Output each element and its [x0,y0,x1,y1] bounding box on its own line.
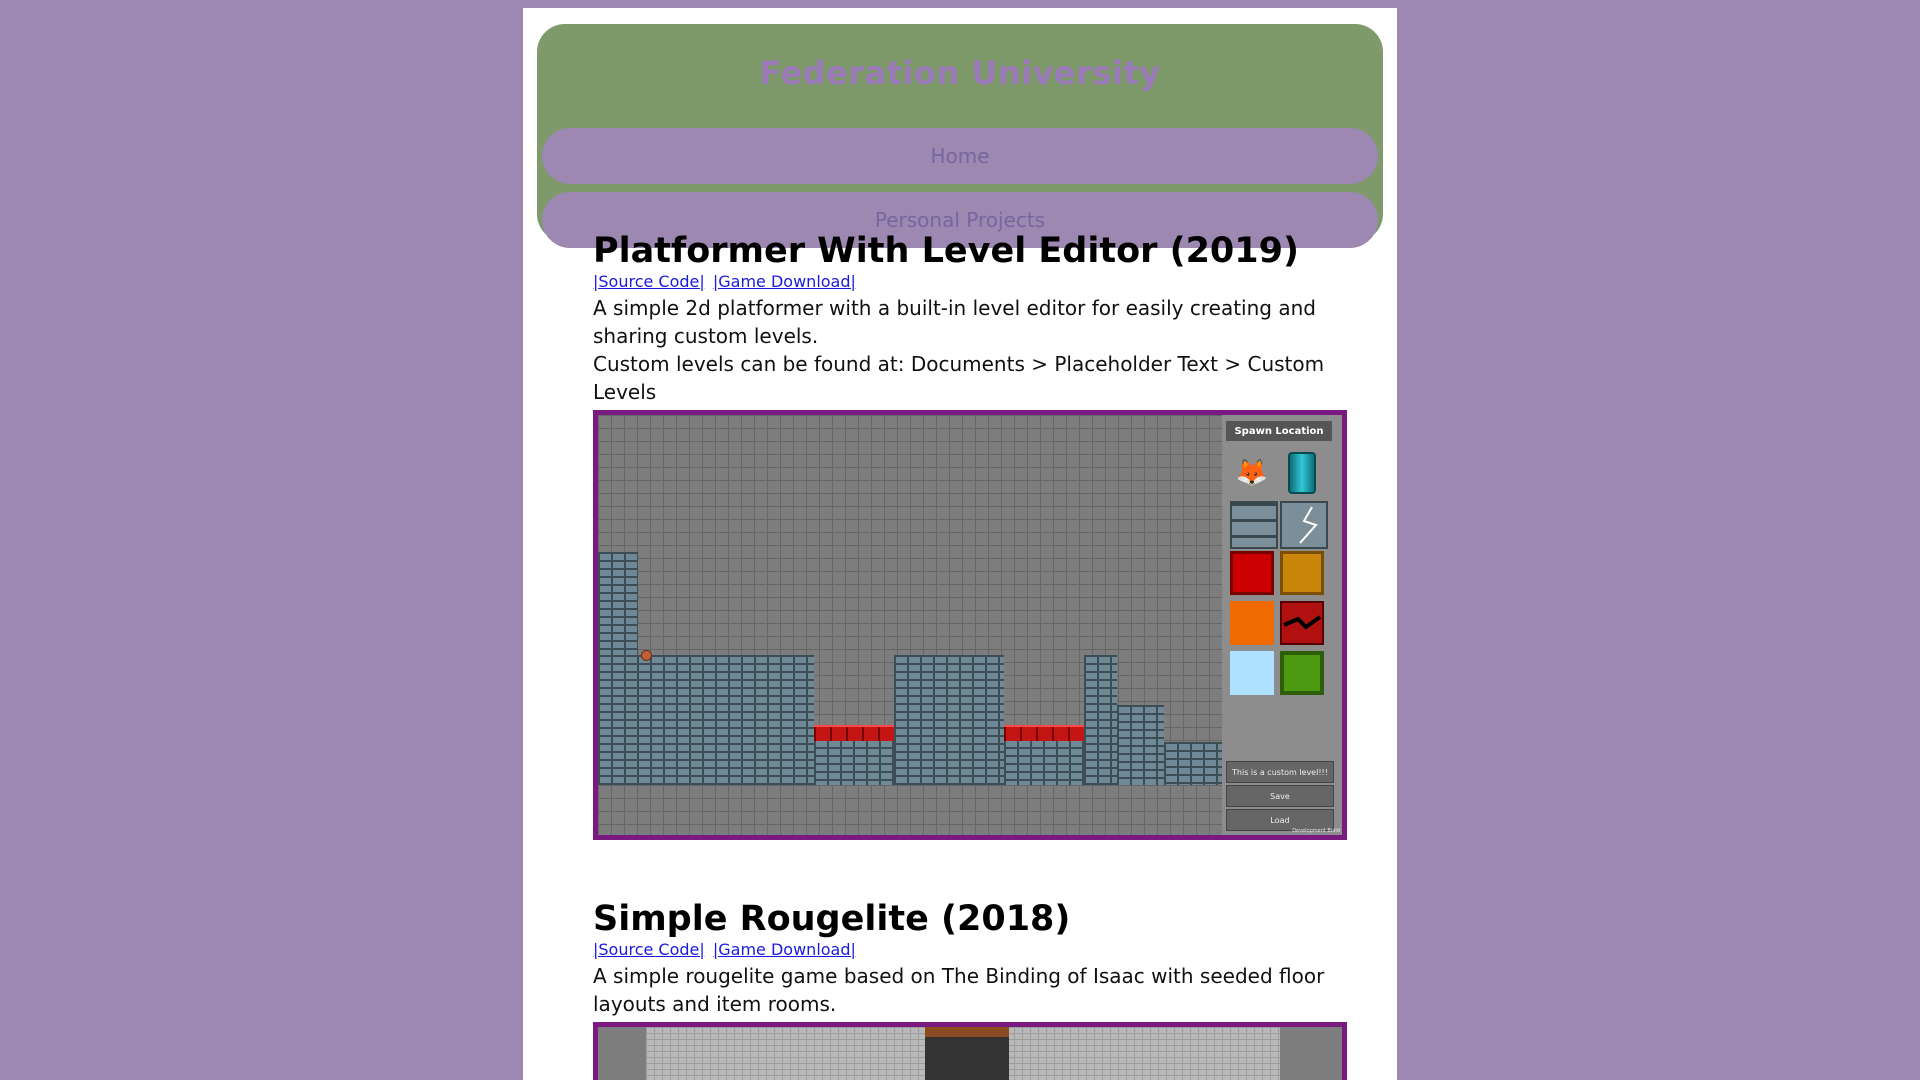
red-block-tile[interactable] [1230,551,1274,595]
orange-block-tile[interactable] [1230,601,1274,645]
project-links [593,272,1353,292]
fox-character-icon[interactable]: 🦊 [1235,458,1269,488]
brick-wall [598,552,638,655]
ice-block-tile[interactable] [1230,651,1274,695]
stone-brick-tile[interactable] [1230,501,1278,549]
site-header [537,24,1383,242]
room-door [925,1027,1009,1080]
rougelite-screenshot [593,1022,1347,1080]
site-title: Federation University [759,54,1161,92]
game-download-link[interactable]: |Game Download| [712,272,856,291]
project-rougelite [593,898,1353,1080]
level-editor-screenshot [593,410,1347,840]
source-code-link[interactable]: |Source Code| [593,940,705,959]
tile-palette [1222,415,1342,835]
teal-gem-icon[interactable] [1280,451,1324,495]
green-block-tile[interactable] [1280,651,1324,695]
lava-tiles [814,725,894,741]
game-download-link[interactable]: |Game Download| [712,940,856,959]
player-character [641,650,652,661]
gold-block-tile[interactable] [1280,551,1324,595]
page-container [523,8,1397,1080]
project-title: Platformer With Level Editor (2019) [593,231,1299,271]
level-grid-bottom [598,785,1222,835]
project-title: Simple Rougelite (2018) [593,899,1071,939]
load-button[interactable]: Load [1226,809,1334,831]
nav-personal-projects-button[interactable]: Personal Projects [542,192,1378,248]
cracked-brick-tile[interactable] [1280,501,1328,549]
nav-home-button[interactable]: Home [542,128,1378,184]
project-platformer [593,230,1353,840]
project-description: A simple rougelite game based on The Binding of Isaac with seeded floor layouts and item rooms. [593,964,1325,1016]
project-note: Custom levels can be found at: Documents > Placeholder Text > Custom Levels [593,352,1325,404]
project-description: A simple 2d platformer with a built-in level editor for easily creating and sharing custom levels. [593,296,1316,348]
dev-build-label: Development Build [1292,828,1340,834]
save-button[interactable]: Save [1226,785,1334,807]
source-code-link[interactable]: |Source Code| [593,272,705,291]
palette-header: Spawn Location [1226,421,1332,441]
project-links [593,940,1353,960]
lava-tiles [1004,725,1084,741]
level-name-field[interactable]: This is a custom level!!! [1226,761,1334,783]
ramp-tile[interactable] [1280,601,1324,645]
